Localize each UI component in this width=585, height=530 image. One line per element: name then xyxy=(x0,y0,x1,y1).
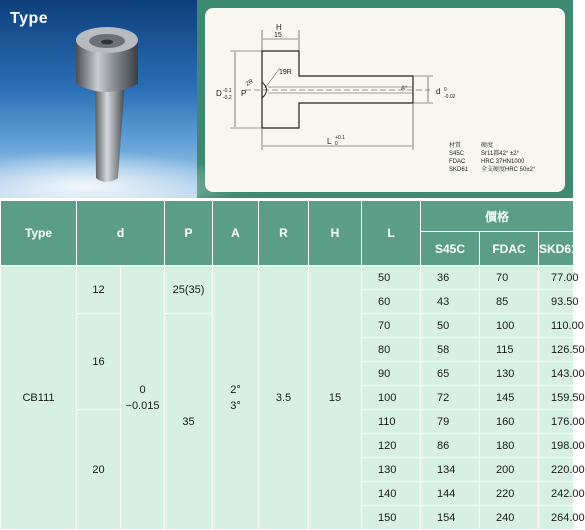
h-value-cell: 15 xyxy=(309,266,362,530)
product-photo xyxy=(0,0,197,198)
hardness-header: 硬度 xyxy=(481,143,494,149)
skd61-price-cell: 110.00 xyxy=(539,314,574,338)
fdac-price-cell: 160 xyxy=(480,410,539,434)
l-cell: 100 xyxy=(362,386,421,410)
a-value: 3° xyxy=(230,399,241,412)
d-value-cell: 12 xyxy=(77,266,121,314)
p-label: P xyxy=(241,89,247,98)
l-label: L xyxy=(327,137,332,146)
h-value: 15 xyxy=(274,32,282,39)
s45c-price-cell: 58 xyxy=(421,338,480,362)
type-title: Type xyxy=(10,10,49,27)
material-name: FDAC xyxy=(449,159,466,165)
material-hardness: 全支硬度HRC 50±2° xyxy=(481,167,536,173)
small-d-label: d xyxy=(436,87,441,96)
p-value-cell: 25(35) xyxy=(165,266,213,314)
fdac-price-cell: 115 xyxy=(480,338,539,362)
a-angle-label: A° xyxy=(401,86,408,92)
fdac-price-cell: 180 xyxy=(480,434,539,458)
material-header: 材質 xyxy=(449,143,462,149)
header-d: d xyxy=(77,201,165,266)
radius-label: 19R xyxy=(279,69,292,76)
type-cell: CB111 xyxy=(1,266,77,530)
price-table xyxy=(0,200,585,530)
small-d-tol-upper: 0 xyxy=(444,87,447,93)
header-type: Type xyxy=(1,201,77,266)
h-label: H xyxy=(276,23,282,32)
material-name: S45C xyxy=(449,151,465,157)
skd61-price-cell: 77.00 xyxy=(539,266,574,290)
l-cell: 80 xyxy=(362,338,421,362)
s45c-price-cell: 154 xyxy=(421,506,480,530)
d-value-cell: 16 xyxy=(77,314,121,410)
s45c-price-cell: 36 xyxy=(421,266,480,290)
technical-drawing xyxy=(205,8,565,192)
l-tol-lower: 0 xyxy=(335,141,338,147)
l-cell: 70 xyxy=(362,314,421,338)
fdac-price-cell: 240 xyxy=(480,506,539,530)
s45c-price-cell: 79 xyxy=(421,410,480,434)
header-a: A xyxy=(213,201,259,266)
s45c-price-cell: 43 xyxy=(421,290,480,314)
s45c-price-cell: 134 xyxy=(421,458,480,482)
header-h: H xyxy=(309,201,362,266)
header-s45c: S45C xyxy=(421,232,480,266)
material-hardness: Sr11都42° ±2° xyxy=(481,151,519,157)
big-d-tol-upper: -0.1 xyxy=(223,88,232,94)
s45c-price-cell: 72 xyxy=(421,386,480,410)
header-p: P xyxy=(165,201,213,266)
skd61-price-cell: 198.00 xyxy=(539,434,574,458)
l-cell: 110 xyxy=(362,410,421,434)
header-l: L xyxy=(362,201,421,266)
header-r: R xyxy=(259,201,309,266)
l-cell: 50 xyxy=(362,266,421,290)
skd61-price-cell: 220.00 xyxy=(539,458,574,482)
skd61-price-cell: 264.00 xyxy=(539,506,574,530)
d-tolerance-cell xyxy=(121,266,165,530)
p-value-cell: 35 xyxy=(165,314,213,530)
l-cell: 60 xyxy=(362,290,421,314)
fdac-price-cell: 85 xyxy=(480,290,539,314)
l-cell: 120 xyxy=(362,434,421,458)
l-cell: 140 xyxy=(362,482,421,506)
l-cell: 130 xyxy=(362,458,421,482)
header-fdac: FDAC xyxy=(480,232,539,266)
s45c-price-cell: 86 xyxy=(421,434,480,458)
material-hardness: HRC 37HN1000 xyxy=(481,159,525,165)
big-d-tol-lower: -0.2 xyxy=(223,95,232,101)
skd61-price-cell: 159.50 xyxy=(539,386,574,410)
s45c-price-cell: 144 xyxy=(421,482,480,506)
angle-label: 2R xyxy=(245,78,255,88)
header-banner xyxy=(0,0,573,198)
skd61-price-cell: 93.50 xyxy=(539,290,574,314)
dimension-drawing xyxy=(205,8,565,192)
r-value-cell: 3.5 xyxy=(259,266,309,530)
a-value: 2° xyxy=(230,383,241,396)
a-value-cell xyxy=(213,266,259,530)
skd61-price-cell: 242.00 xyxy=(539,482,574,506)
d-value-cell: 20 xyxy=(77,410,121,530)
part-outline xyxy=(262,51,413,128)
fdac-price-cell: 100 xyxy=(480,314,539,338)
fdac-price-cell: 200 xyxy=(480,458,539,482)
s45c-price-cell: 50 xyxy=(421,314,480,338)
table-row xyxy=(1,266,574,290)
d-tol-lower: −0.015 xyxy=(125,399,160,412)
big-d-label: D xyxy=(216,89,222,98)
l-cell: 150 xyxy=(362,506,421,530)
small-d-tol-lower: -0.02 xyxy=(444,94,456,100)
fdac-price-cell: 70 xyxy=(480,266,539,290)
fdac-price-cell: 220 xyxy=(480,482,539,506)
skd61-price-cell: 143.00 xyxy=(539,362,574,386)
sprue-bushing-image xyxy=(0,0,197,198)
fdac-price-cell: 145 xyxy=(480,386,539,410)
material-name: SKD61 xyxy=(449,167,469,173)
skd61-price-cell: 126.50 xyxy=(539,338,574,362)
l-cell: 90 xyxy=(362,362,421,386)
header-price: 價格 xyxy=(421,201,574,232)
skd61-price-cell: 176.00 xyxy=(539,410,574,434)
fdac-price-cell: 130 xyxy=(480,362,539,386)
s45c-price-cell: 65 xyxy=(421,362,480,386)
header-skd61: SKD61 xyxy=(539,232,574,266)
d-tol-upper: 0 xyxy=(139,383,146,396)
l-tol-upper: +0.1 xyxy=(335,135,345,141)
